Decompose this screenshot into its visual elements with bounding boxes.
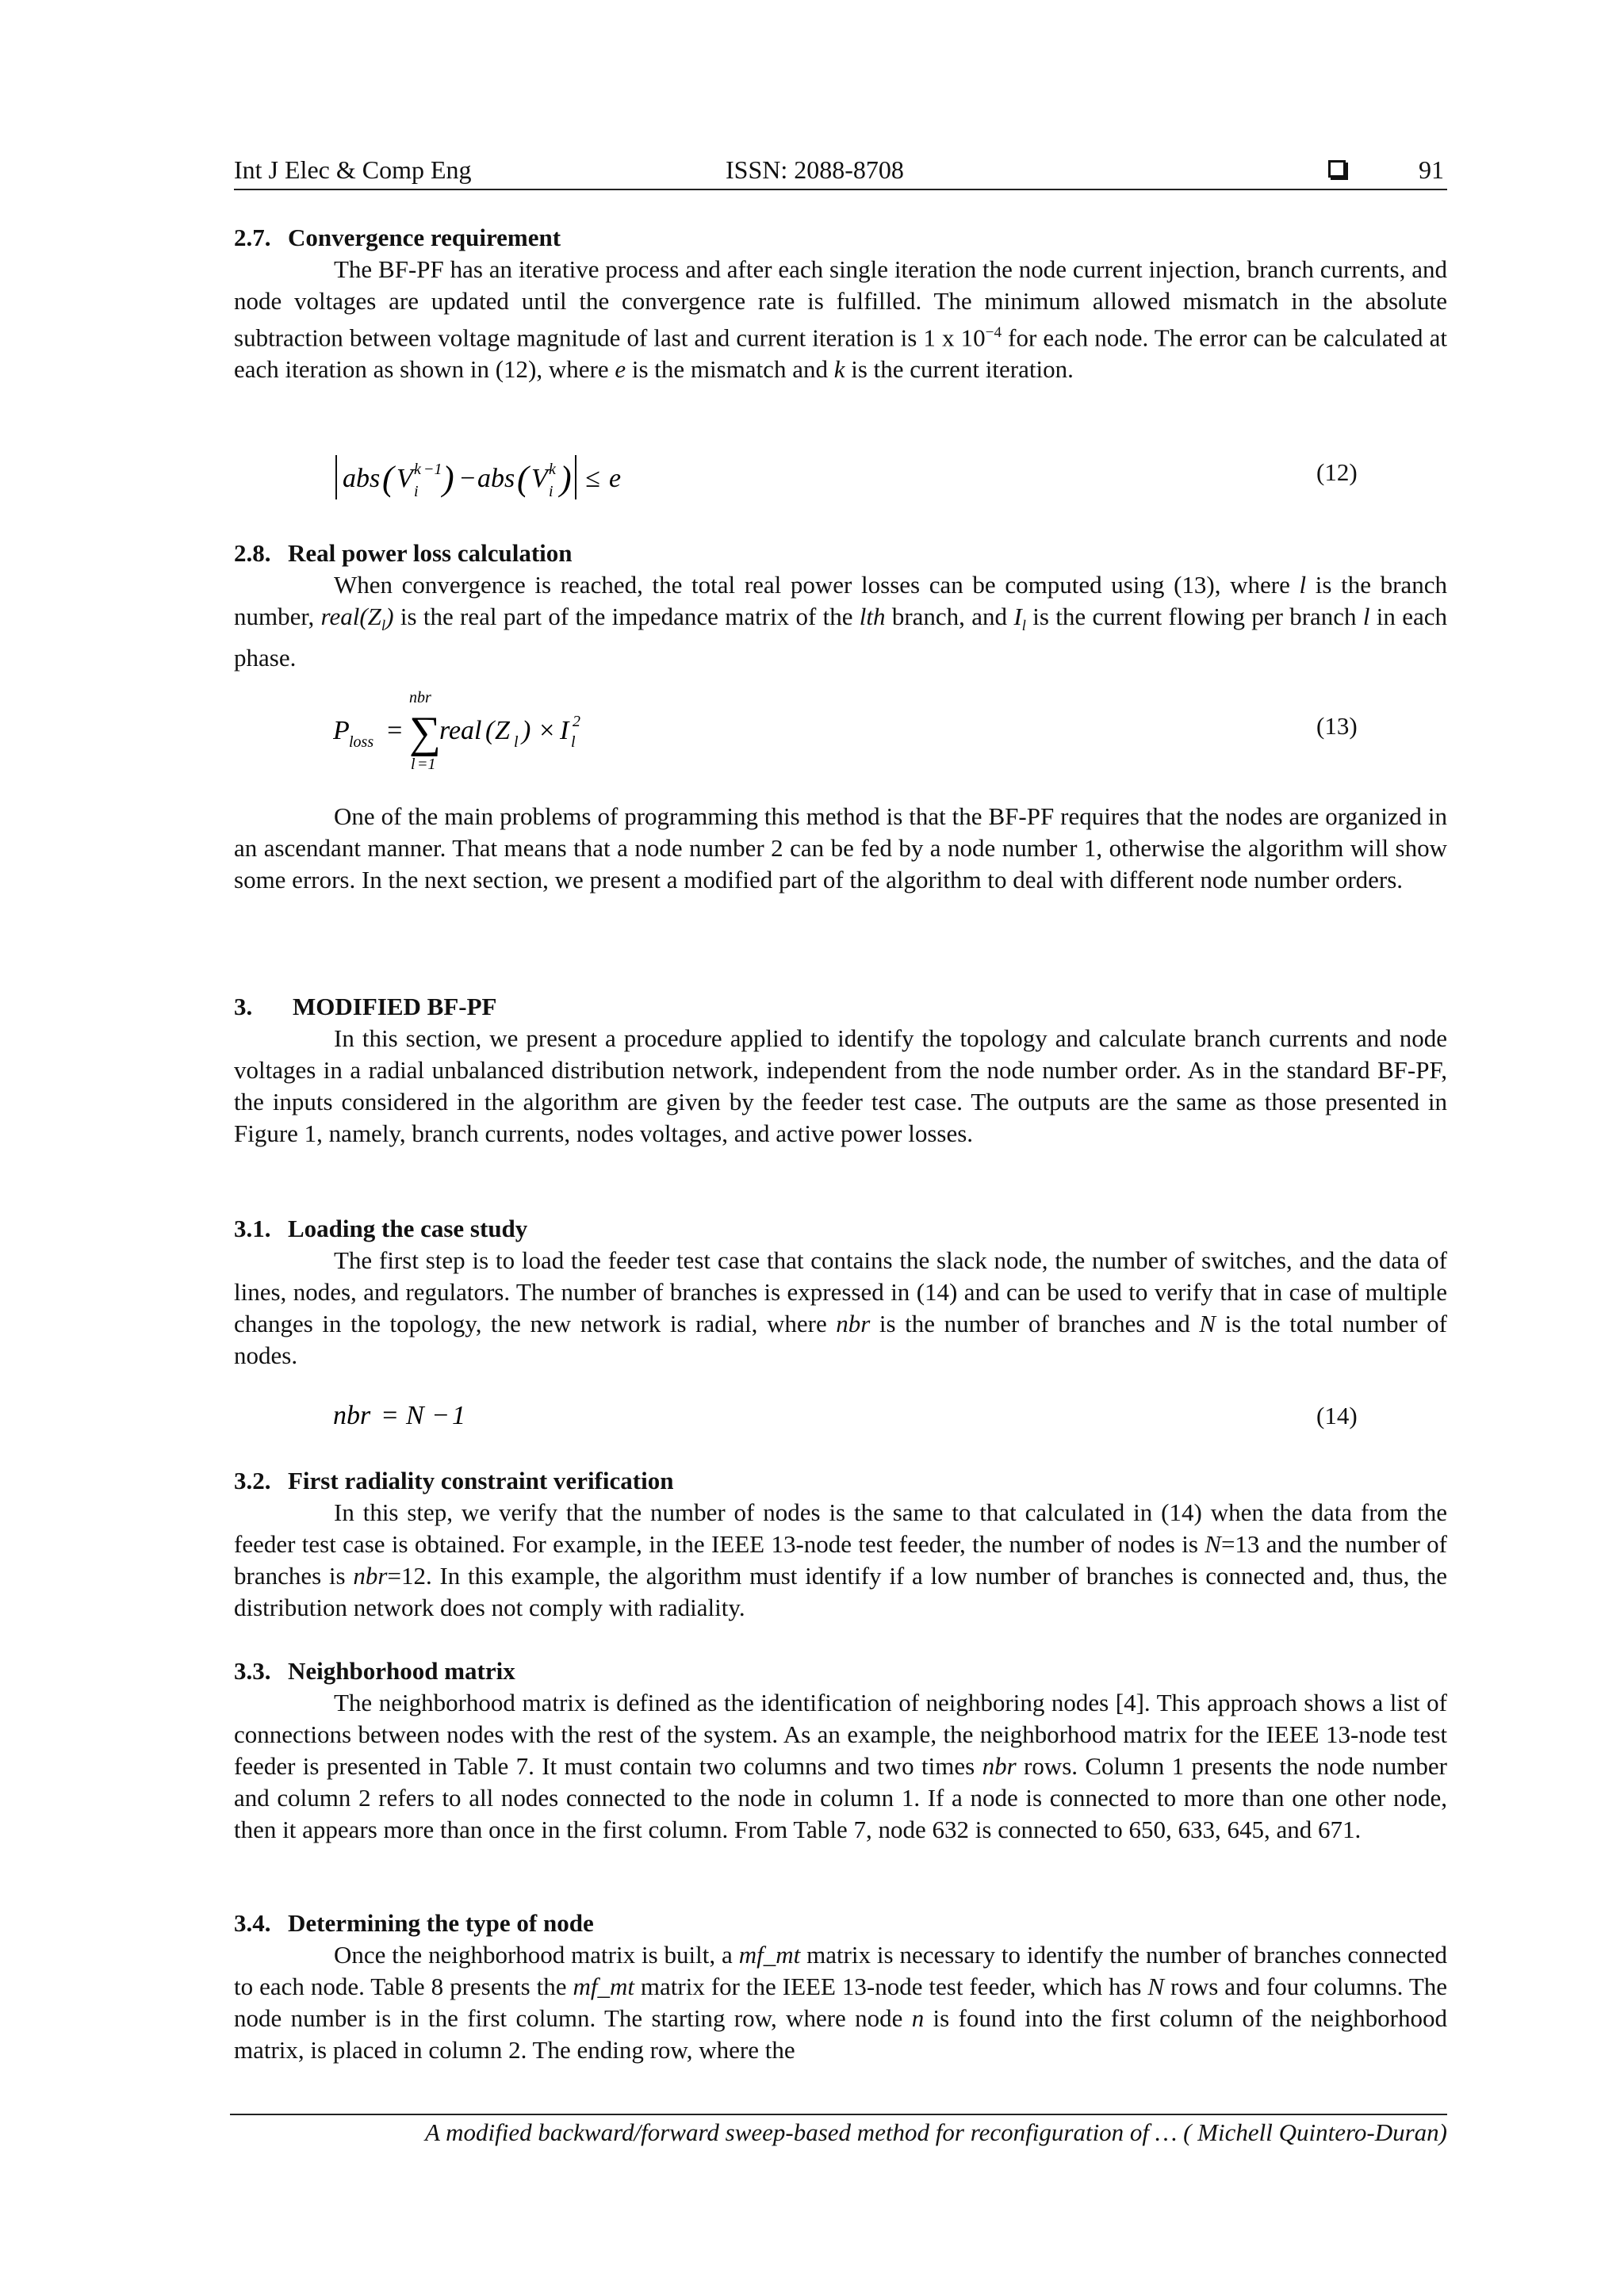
svg-text:l: l xyxy=(571,733,576,751)
svg-text:): ) xyxy=(442,459,454,498)
journal-name: Int J Elec & Comp Eng xyxy=(234,155,472,184)
svg-text:≤: ≤ xyxy=(585,464,600,493)
svg-text:2: 2 xyxy=(573,713,580,730)
equation-14-label: (14) xyxy=(1316,1402,1358,1429)
section-heading-3: 3. MODIFIED BF-PF xyxy=(234,993,497,1020)
square-bullet-icon xyxy=(1328,160,1346,178)
svg-text:nbr: nbr xyxy=(409,690,431,706)
svg-text:=: = xyxy=(381,1401,399,1430)
paragraph-modified-bfpf: In this section, we present a procedure applied to identify the topology and calculate branch currents and node voltages in a radial unbalanced distribution network, independent from the node number order. As in the standard BF-PF, the inputs considered in the algorithm are given by the feeder test case. The outputs are the same as those presented in Figure 1, namely, branch currents, nodes voltages, and active power losses. xyxy=(234,1024,1447,1147)
section-heading-3-3: 3.3. Neighborhood matrix xyxy=(234,1657,515,1685)
svg-text:l: l xyxy=(514,733,519,751)
paragraph-convergence: The BF-PF has an iterative process and after each single iteration the node current injection, branch currents, and node voltages are updated until the convergence rate is fulfilled. The minimum allowed mismatch in the absolute subtraction between voltage magnitude of last and current iteration is 1 x $10^{-4}$ for each node. The error can be calculated at each iteration as shown in (12), where e is the mismatch and k is the current iteration. xyxy=(234,255,1447,384)
svg-text:=1: =1 xyxy=(417,756,436,773)
svg-text:): ) xyxy=(560,459,572,498)
footer-rule xyxy=(230,2114,1447,2115)
svg-text:1: 1 xyxy=(452,1401,465,1430)
svg-text:Z: Z xyxy=(495,716,510,745)
section-heading-2-8: 2.8. Real power loss calculation xyxy=(234,539,573,567)
svg-text:=: = xyxy=(385,716,404,745)
svg-text:−1: −1 xyxy=(423,461,442,478)
svg-text:i: i xyxy=(549,483,553,500)
svg-text:I: I xyxy=(560,716,569,745)
svg-text:(: ( xyxy=(517,459,529,498)
svg-text:): ) xyxy=(522,716,531,745)
equation-12 xyxy=(333,450,666,513)
svg-text:P: P xyxy=(333,716,350,745)
equation-13 xyxy=(333,690,666,784)
svg-text:e: e xyxy=(609,464,622,493)
svg-text:×: × xyxy=(538,716,556,745)
equation-13-label: (13) xyxy=(1316,712,1358,740)
issn: ISSN: 2088-8708 xyxy=(726,155,904,184)
equation-12-formula xyxy=(333,450,666,506)
svg-text:∑: ∑ xyxy=(409,708,441,757)
equation-13-formula xyxy=(333,690,666,777)
section-heading-3-2: 3.2. First radiality constraint verification xyxy=(234,1467,674,1494)
svg-text:l: l xyxy=(411,756,416,773)
svg-text:abs: abs xyxy=(343,464,381,493)
paragraph-node-type: Once the neighborhood matrix is built, a mf_mt matrix is necessary to identify the number of branches connected to each node. Table 8 presents the mf_mt matrix for the IEEE 13-node test feeder, which has N rows and four columns. The node number is in the first column. The starting row, where node n is found into the first column of the neighborhood matrix, is placed in column 2. The ending row, where the xyxy=(234,1941,1447,2064)
equation-14 xyxy=(333,1395,571,1442)
svg-text:V: V xyxy=(396,464,413,493)
section-heading-3-4: 3.4. Determining the type of node xyxy=(234,1909,594,1937)
svg-text:nbr: nbr xyxy=(333,1401,371,1430)
equation-12-label: (12) xyxy=(1316,458,1358,486)
page-footer: A modified backward/forward sweep-based method for reconfiguration of … ( Michell Quintero-Duran) xyxy=(425,2118,1447,2146)
svg-text:abs: abs xyxy=(477,464,515,493)
svg-text:k: k xyxy=(549,461,556,478)
svg-text:(: ( xyxy=(382,459,394,498)
svg-text:loss: loss xyxy=(349,733,374,751)
equation-14-formula xyxy=(333,1395,571,1435)
paragraph-loading-case: The first step is to load the feeder test case that contains the slack node, the number of switches, and the data of lines, nodes, and regulators. The number of branches is expressed in (14) and can be used to verify that in case of multiple changes in the topology, the new network is radial, where nbr is the number of branches and N is the total number of nodes. xyxy=(234,1246,1447,1369)
svg-text:(: ( xyxy=(485,716,495,745)
paragraph-power-loss: When convergence is reached, the total real power losses can be computed using (13), where l is the branch number, $real(Z_l)$ is the real part of the impedance matrix of the lth branch, and $I_l$ is the current flowing per branch l in each phase. xyxy=(234,571,1448,672)
paragraph-neighborhood: The neighborhood matrix is defined as the identification of neighboring nodes [4]. This approach shows a list of connections between nodes with the rest of the system. As an example, the neighborhood matrix for the IEEE 13-node test feeder is presented in Table 7. It must contain two columns and two times nbr rows. Column 1 presents the node number and column 2 refers to all nodes connected to the node in column 1. If a node is connected to more than one other node, then it appears more than once in the first column. From Table 7, node 632 is connected to 650, 633, 645, and 671. xyxy=(234,1689,1447,1843)
page-number: 91 xyxy=(1419,155,1444,184)
svg-text:i: i xyxy=(414,483,419,500)
svg-text:V: V xyxy=(531,464,548,493)
svg-text:real: real xyxy=(439,716,482,745)
section-heading-3-1: 3.1. Loading the case study xyxy=(234,1215,528,1242)
svg-text:−: − xyxy=(431,1401,450,1430)
paragraph-radiality: In this step, we verify that the number of nodes is the same to that calculated in (14) when the data from the feeder test case is obtained. For example, in the IEEE 13-node test feeder, the number of nodes is N=13 and the number of branches is nbr=12. In this example, the algorithm must identify if a low number of branches is connected and, thus, the distribution network does not comply with radiality. xyxy=(234,1498,1448,1621)
svg-text:−: − xyxy=(458,464,477,493)
page-header xyxy=(234,152,1447,190)
svg-text:k: k xyxy=(414,461,421,478)
section-heading-2-7: 2.7. Convergence requirement xyxy=(234,224,561,251)
paragraph-ordering-problem: One of the main problems of programming this method is that the BF-PF requires that the nodes are organized in an ascendant manner. That means that a node number 2 can be fed by a node number 1, otherwise the algorithm will show some errors. In the next section, we present a modified part of the algorithm to deal with different node number orders. xyxy=(234,802,1447,894)
svg-text:N: N xyxy=(406,1401,424,1430)
